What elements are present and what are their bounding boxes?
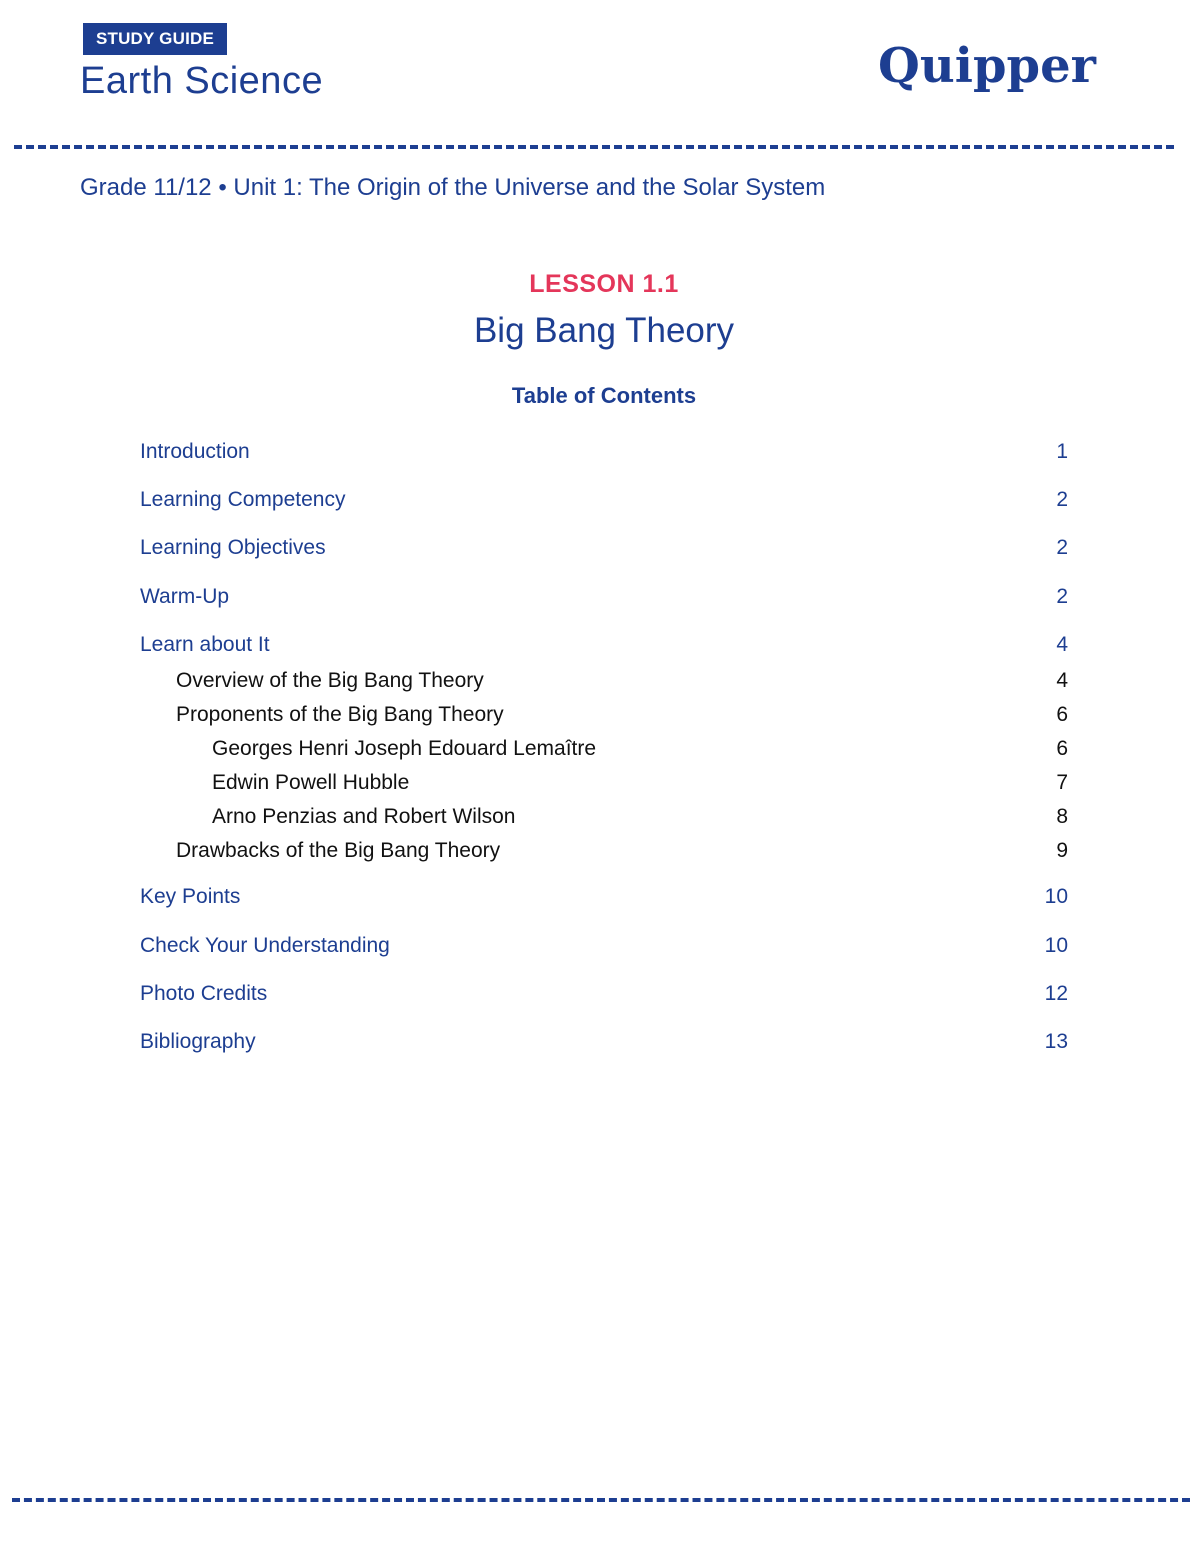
toc-entry-page: 2 <box>1056 488 1068 511</box>
toc-heading: Table of Contents <box>511 383 697 408</box>
toc-entry-label: Introduction <box>140 440 250 463</box>
toc-entry-page: 1 <box>1056 440 1068 463</box>
lesson-title: Big Bang Theory <box>473 311 735 350</box>
quipper-logo <box>876 30 1098 106</box>
toc-entry[interactable] <box>140 582 1070 612</box>
toc-entry-page: 2 <box>1056 536 1068 559</box>
toc-entry-label: Drawbacks of the Big Bang Theory <box>176 839 501 862</box>
unit-subtitle: Grade 11/12 • Unit 1: The Origin of the Universe and the Solar System <box>80 174 826 201</box>
toc-entry-page: 4 <box>1056 669 1068 692</box>
toc-entry-label: Proponents of the Big Bang Theory <box>176 703 504 726</box>
toc-entry-label: Learning Objectives <box>140 536 326 559</box>
toc-entry[interactable] <box>140 437 1070 467</box>
lesson-label: LESSON 1.1 <box>529 270 679 298</box>
toc-entry-label: Learn about It <box>140 633 270 656</box>
toc-entry-page: 10 <box>1044 934 1068 957</box>
toc-entry-page: 10 <box>1044 885 1068 908</box>
toc-entry-label: Overview of the Big Bang Theory <box>176 669 484 692</box>
toc-entry[interactable] <box>140 485 1070 515</box>
toc-entry-label: Warm-Up <box>140 585 230 608</box>
toc-entry[interactable] <box>140 700 1070 730</box>
study-guide-badge: STUDY GUIDE <box>83 23 227 55</box>
toc-entry-page: 12 <box>1044 982 1068 1005</box>
toc-entry[interactable] <box>140 533 1070 563</box>
toc-entry-label: Bibliography <box>140 1030 256 1053</box>
subject-title: Earth Science <box>80 60 324 102</box>
toc-entry-page: 2 <box>1056 585 1068 608</box>
toc-entry-page: 6 <box>1056 737 1068 760</box>
toc-entry-page: 8 <box>1056 805 1068 828</box>
toc-entry-label: Check Your Understanding <box>140 934 390 957</box>
bottom-divider <box>12 1498 1190 1502</box>
toc-entry-label: Photo Credits <box>140 982 268 1005</box>
toc-entry-page: 6 <box>1056 703 1068 726</box>
toc-entry-label: Arno Penzias and Robert Wilson <box>212 805 516 828</box>
toc-entry[interactable] <box>140 931 1070 961</box>
toc-entry[interactable] <box>140 734 1070 764</box>
toc-entry-label: Key Points <box>140 885 241 908</box>
toc-entry[interactable] <box>140 666 1070 696</box>
top-divider <box>14 145 1174 149</box>
toc-entry-page: 4 <box>1056 633 1068 656</box>
toc-entry-page: 9 <box>1056 839 1068 862</box>
toc-entry-page: 7 <box>1056 771 1068 794</box>
toc-entry-label: Edwin Powell Hubble <box>212 771 410 794</box>
toc-entry[interactable] <box>140 630 1070 660</box>
toc-entry[interactable] <box>140 882 1070 912</box>
toc-entry-label: Georges Henri Joseph Edouard Lemaître <box>212 737 597 760</box>
toc-entry-page: 13 <box>1044 1030 1068 1053</box>
toc-entry[interactable] <box>140 1027 1070 1057</box>
toc-entry[interactable] <box>140 836 1070 866</box>
toc-entry[interactable] <box>140 768 1070 798</box>
toc-entry[interactable] <box>140 802 1070 832</box>
toc-entry[interactable] <box>140 979 1070 1009</box>
toc-entry-label: Learning Competency <box>140 488 346 511</box>
quipper-logo-text: Quipper <box>878 38 1096 94</box>
